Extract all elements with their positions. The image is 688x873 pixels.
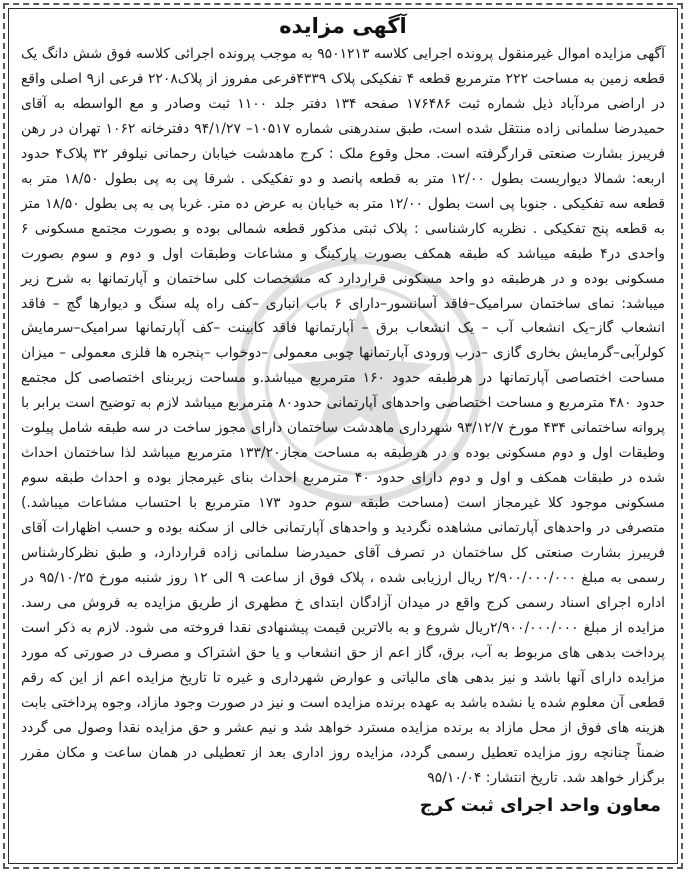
notice-title: آگهی مزایده — [279, 14, 407, 38]
notice-box — [8, 8, 678, 864]
notice-body-text: آگهی مزایده اموال غیرمنقول پرونده اجرایی کلاسه ۹۵۰۱۲۱۳ به موجب پرونده اجرائی کلاسه فوق شش دانگ یک قطعه زمین به مساحت ۲۲۲ مترمربع قطعه ۴ تفکیکی پلاک ۴۳۳۹فرعی مفروز از پلاک۲۲۰۸ فرعی از۹ اصلی واقع در اراضی مردآباد ذیل شماره ثبت ۱۷۶۴۸۶ صفحه ۱۳۴ دفتر جلد ۱۱۰۰ ثبت وصادر و مع الواسطه به آقای حمیدرضا سلمانی زاده منتقل شده است، طبق سندرهنی شماره ۱۰۵۱۷– ۹۴/۱/۲۷ دفترخانه ۱۰۶۲ تهران در رهن فریبرز بشارت صنعتی قرارگرفته است. محل وقوع ملک : کرج ماهدشت خیابان رحمانی نیلوفر ۳۲ پلاک۴ حدود اربعه: شمالا دیواریست بطول ۱۲/۰۰ متر به قطعه پانصد و دو تفکیکی . شرقا پی به پی بطول ۱۸/۵۰ متر به قطعه سه تفکیکی . جنوبا پی است بطول ۱۲/۰۰ متر به خیابان به عرض ده متر. غربا پی به پی بطول ۱۸/۵۰ متر به قطعه پنج تفکیکی . نظریه کارشناسی : پلاک ثبتی مذکور قطعه شمالی بوده و بصورت مجتمع مسکونی ۶ واحدی در۴ طبقه میباشد که طبقه همکف بصورت پارکینگ و مشاعات وطبقات اول و دوم و سوم بصورت مسکونی بوده و در هرطبقه دو واحد مسکونی قراردارد که مشخصات کلی ساختمان و آپارتمانها به شرح زیر میباشد: نمای ساختمان سرامیک–فاقد آسانسور–دارای ۶ باب انباری –کف راه پله سنگ و دیوارها گچ – فاقد انشعاب گاز–یک انشعاب آب – یک انشعاب برق – آپارتمانها فاقد کابینت –کف آپارتمانها سرامیک–سرمایش کولرآبی–گرمایش بخاری گازی –درب ورودی آپارتمانها چوبی معمولی –دوخواب –پنجره ها فلزی معمولی – میزان مساحت اختصاصی آپارتمانها در هرطبقه حدود ۱۶۰ مترمربع میباشد.و مساحت زیربنای اختصاصی کل مجتمع حدود ۴۸۰ مترمربع و مساحت اختصاصی واحدهای آپارتمانی حدود۸۰ مترمربع میباشد لازم به توضیح است برابر با پروانه ساختمانی ۴۳۴ مورخ ۹۳/۱۲/۷ شهرداری ماهدشت ساختمان دارای مجوز ساخت در سه طبقه شامل پیلوت وطبقات اول و دوم مسکونی بوده و در هرطبقه به مساحت مجاز۱۳۳/۲۰ مترمربع میباشد لذا ساختمان احداث شده در طبقات همکف و اول و دوم دارای حدود ۴۰ مترمربع احداث بنای غیرمجاز بوده و احداث طبقه سوم مسکونی موجود کلا غیرمجاز است (مساحت طبقه سوم حدود ۱۷۳ مترمربع با احتساب مشاعات میباشد.) متصرفی در واحدهای آپارتمانی مشاهده نگردید و واحدهای آپارتمانی خالی از سکنه بوده و حسب اظهارات آقای فریبرز بشارت صنعتی کل ساختمان در تصرف آقای حمیدرضا سلمانی زاده قراردارد، و طبق نظرکارشناس رسمی به مبلغ ۲/۹۰۰/۰۰۰/۰۰۰ ریال ارزیابی شده ، پلاک فوق از ساعت ۹ الی ۱۲ روز شنبه مورخ ۹۵/۱۰/۲۵ در اداره اجرای اسناد رسمی کرج واقع در میدان آزادگان ابتدای خ مطهری از طریق مزایده به فروش می رسد. مزایده از مبلغ ۲/۹۰۰/۰۰۰/۰۰۰ریال شروع و به بالاترین قیمت پیشنهادی نقدا فروخته می شود. لازم به ذکر است پرداخت بدهی های مربوط به آب، برق، گاز اعم از حق انشعاب و یا حق اشتراک و مصرف در صورتی که مورد مزایده دارای آنها باشد و نیز بدهی های مالیاتی و عوارض شهرداری و غیره تا تاریخ مزایده اعم از این که رقم قطعی آن معلوم شده یا نشده باشد به عهده برنده مزایده است و نیز در صورت وجود مازاد، وجوه پرداختی بابت هزینه های فوق از محل مازاد به برنده مزایده مسترد خواهد شد و نیم عشر و حق مزایده نقدا وصول می گردد ضمناً چنانچه روز مزایده تعطیل رسمی گردد، مزایده روز اداری بعد از تعطیلی در همان ساعت و مکان مقرر برگزار خواهد شد. تاریخ انتشار: ۹۵/۱۰/۰۴ — [21, 46, 666, 786]
notice-signature: معاون واحد اجرای ثبت کرج — [419, 794, 661, 816]
